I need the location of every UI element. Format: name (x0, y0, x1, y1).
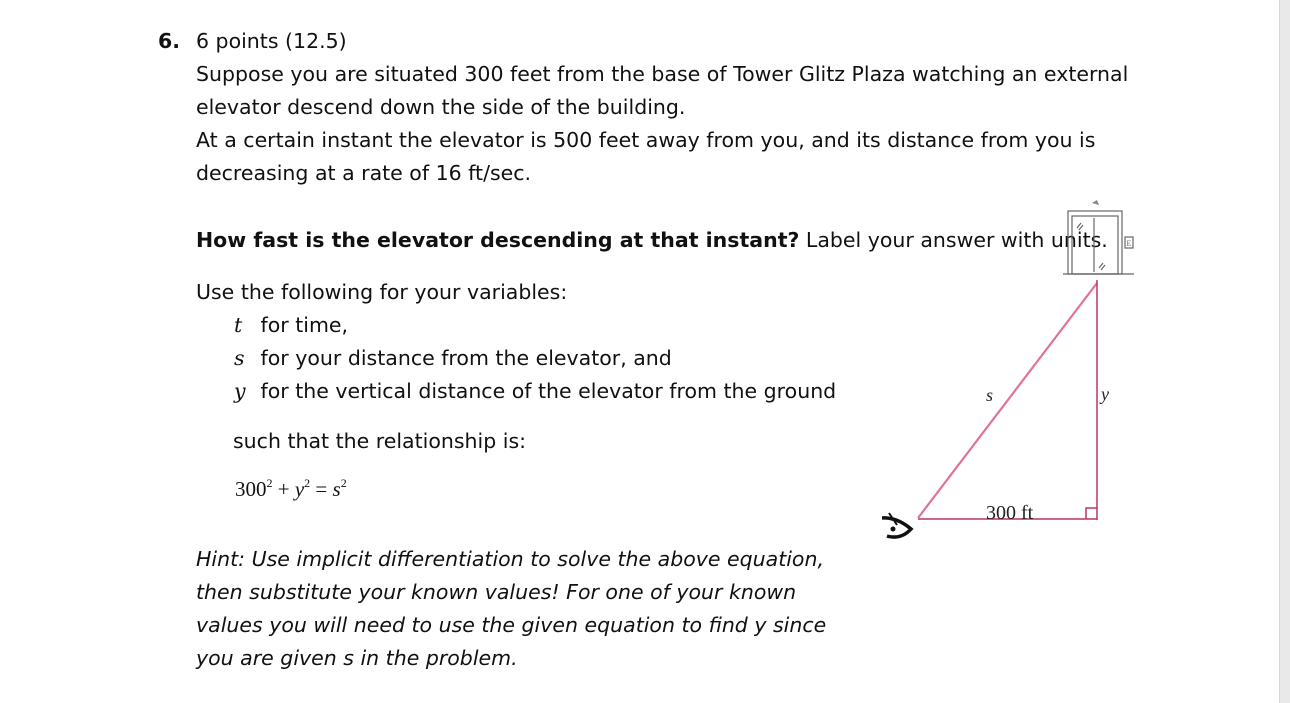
variable-symbol: t (234, 313, 243, 337)
variable-description: for time, (254, 313, 349, 337)
equation-exponent: 2 (304, 476, 311, 490)
equation-s: s (332, 477, 341, 501)
variable-symbol: s (234, 346, 245, 370)
right-angle-marker (1086, 508, 1097, 519)
hint-line-1: Hint: Use implicit differentiation to solve the above equation, (196, 547, 824, 571)
variable-description: for the vertical distance of the elevator from the ground (254, 379, 837, 403)
hypotenuse-line (918, 283, 1097, 518)
intro-line-4: decreasing at a rate of 16 ft/sec. (196, 161, 532, 185)
relationship-text: such that the relationship is: (233, 429, 527, 453)
equation-plus: + (272, 477, 295, 501)
equation-y: y (294, 477, 305, 501)
elevator-panel-label: E (1126, 239, 1132, 248)
elevator-building (1063, 200, 1134, 274)
base-label: 300 ft (986, 502, 1034, 524)
variable-description: for your distance from the elevator, and (254, 346, 672, 370)
vertical-label: y (1101, 384, 1109, 404)
equation-exponent: 2 (340, 476, 347, 490)
equation-exponent: 2 (266, 476, 273, 490)
variables-heading: Use the following for your variables: (196, 280, 568, 304)
hint-line-3: values you will need to use the given equation to find y since (196, 613, 827, 637)
hypotenuse-label: s (986, 385, 994, 405)
building-top-marker-icon (1092, 200, 1099, 205)
question-number: 6. (158, 29, 181, 53)
observer-eye-icon (882, 513, 911, 537)
intro-line-1: Suppose you are situated 300 feet from the base of Tower Glitz Plaza watching an external (196, 62, 1129, 86)
equation-base: 300 (235, 477, 267, 501)
equation-equals: = (310, 477, 333, 501)
intro-line-2: elevator descend down the side of the building. (196, 95, 686, 119)
question-points: 6 points (12.5) (196, 29, 347, 53)
hint-line-2: then substitute your known values! For one of your known (196, 580, 797, 604)
hint-line-4: you are given s in the problem. (196, 646, 518, 670)
intro-line-3: At a certain instant the elevator is 500 feet away from you, and its distance from you is (196, 128, 1096, 152)
variable-symbol: y (234, 379, 246, 403)
prompt-bold: How fast is the elevator descending at that instant? (196, 228, 800, 252)
prompt-rest: Label your answer with units. (799, 228, 1108, 252)
